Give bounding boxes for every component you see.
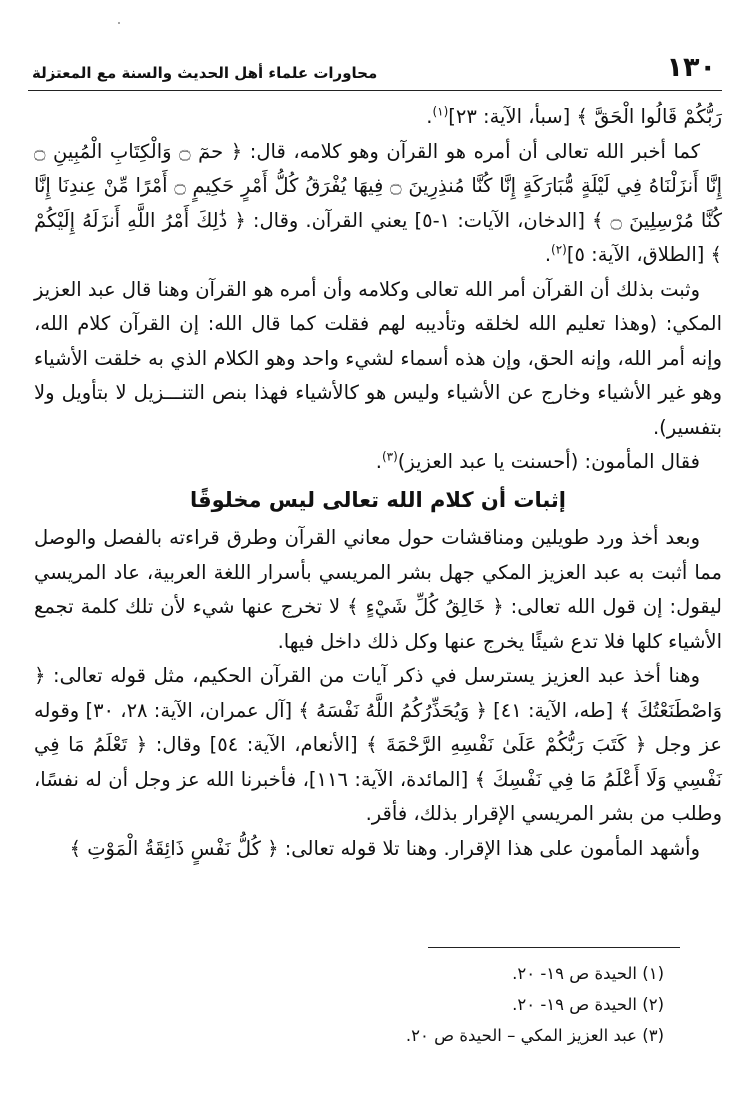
paragraph-4 [34, 445, 722, 480]
book-title: محاورات علماء أهل الحديث والسنة مع المعتزلة [32, 64, 378, 82]
period: . [426, 105, 433, 128]
verse-end: رَبُّكُمْ قَالُوا الْحَقَّ ﴾ [سبأ، الآية: ٢٣] [448, 105, 722, 128]
body-text [34, 100, 722, 866]
footnote-1: (١) الحيدة ص ١٩- ٢٠. [512, 964, 664, 983]
footnotes [224, 958, 664, 1051]
paragraph-3: وثبت بذلك أن القرآن أمر الله تعالى وكلامه وأن أمره هو القرآن وهنا قال عبد العزيز المكي: (وهذا تعليم الله لخلقه وتأديبه لهم فقلت كما قال الله: إن القرآن كلام الله، وإنه أمر الله، وإنه الحق، وإن هذه أسماء لشيء واحد وهو الكلام الذي به خلقت الأشياء وهو غير الأشياء وخارج عن الأشياء وليس هو كالأشياء فهذا بنص التنـــزيل لا بتأويل ولا بتفسير). [34, 277, 722, 439]
footnote-3: (٣) عبد العزيز المكي – الحيدة ص ٢٠. [405, 1026, 664, 1045]
footnote-ref-1: (١) [432, 104, 449, 119]
period: . [375, 450, 382, 473]
section-heading: إثبات أن كلام الله تعالى ليس مخلوقًا [190, 487, 566, 512]
speck [118, 22, 120, 24]
footnote-ref-2: (٢) [551, 242, 567, 257]
running-header [28, 52, 722, 91]
paragraph-2 [34, 135, 722, 273]
paragraph-1 [34, 100, 722, 135]
paragraph-7: وأشهد المأمون على هذا الإقرار. وهنا تلا قوله تعالى: ﴿ كُلُّ نَفْسٍ ذَائِقَةُ الْمَوْتِ ﴾ [69, 836, 700, 860]
page-number: ١٣٠ [666, 52, 716, 83]
paragraph-4-text: فقال المأمون: (أحسنت يا عبد العزيز) [397, 450, 700, 473]
footnote-divider [428, 947, 680, 948]
paragraph-5: وبعد أخذ ورد طويلين ومناقشات حول معاني القرآن وطرق قراءته بالفصل والوصل مما أثبت به عبد العزيز المكي جهل بشر المريسي بأسرار اللغة العربية، عاد المريسي ليقول: إن قول الله تعالى: ﴿ خَالِقُ كُلِّ شَيْءٍ ﴾ لا تخرج عنها شيء لأن تلك كلمة تجمع الأشياء كلها فلا تدع شيئًا يخرج عنها وكل ذلك داخل فيها. [34, 526, 722, 653]
period: . [544, 243, 552, 266]
footnote-ref-3: (٣) [381, 449, 398, 464]
paragraph-6: وهنا أخذ عبد العزيز يسترسل في ذكر آيات من القرآن الحكيم، مثل قوله تعالى: ﴿ وَاصْطَنَعْتُكَ ﴾ [طه، الآية: ٤١] ﴿ وَيُحَذِّرُكُمُ اللَّهُ نَفْسَهُ ﴾ [آل عمران، الآية: ٢٨، ٣٠] وقوله عز وجل ﴿ كَتَبَ رَبُّكُمْ عَلَىٰ نَفْسِهِ الرَّحْمَةَ ﴾ [الأنعام، الآية: ٥٤] وقال: ﴿ تَعْلَمُ مَا فِي نَفْسِي وَلَا أَعْلَمُ مَا فِي نَفْسِكَ ﴾ [المائدة، الآية: ١١٦]، فأخبرنا الله عز وجل أن له نفسًا، وطلب من بشر المريسي الإقرار بذلك، فأقر. [34, 664, 723, 825]
footnote-2: (٢) الحيدة ص ١٩- ٢٠. [512, 995, 664, 1014]
paragraph-2-text: كما أخبر الله تعالى أن أمره هو القرآن وهو كلامه، قال: ﴿ حمٓ ۝ وَالْكِتَابِ الْمُبِينِ ۝ إِنَّا أَنزَلْنَاهُ فِي لَيْلَةٍ مُّبَارَكَةٍ إِنَّا كُنَّا مُنذِرِينَ ۝ فِيهَا يُفْرَقُ كُلُّ أَمْرٍ حَكِيمٍ ۝ أَمْرًا مِّنْ عِندِنَا إِنَّا كُنَّا مُرْسِلِينَ ۝ ﴾ [الدخان، الآيات: ١-٥] يعني القرآن. وقال: ﴿ ذَٰلِكَ أَمْرُ اللَّهِ أَنزَلَهُ إِلَيْكُمْ ﴾ [الطلاق، الآية: ٥] [34, 139, 722, 266]
